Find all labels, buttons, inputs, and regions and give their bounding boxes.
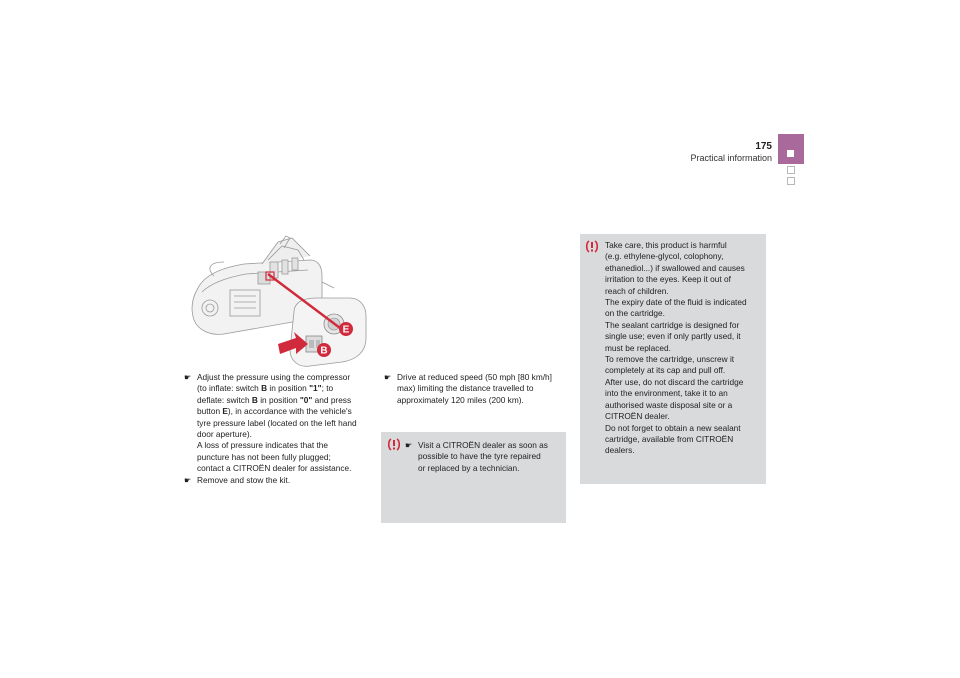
chapter-tab-marker bbox=[787, 150, 794, 157]
chapter-box-1 bbox=[787, 166, 795, 174]
warning-icon bbox=[586, 240, 598, 253]
warning-line: Visit a CITROËN dealer as soon as bbox=[418, 440, 548, 450]
warning-line: Take care, this product is harmful bbox=[605, 240, 727, 250]
label-e: E bbox=[342, 324, 350, 336]
warning-line: Do not forget to obtain a new sealant bbox=[605, 422, 741, 433]
page-number: 175 bbox=[755, 141, 772, 152]
label-b: B bbox=[320, 345, 328, 357]
bullet-arrow-icon: ☛ bbox=[184, 475, 192, 485]
warning-line: authorised waste disposal site or a bbox=[605, 399, 733, 410]
warning-line: The sealant cartridge is designed for bbox=[605, 319, 740, 330]
instruction-line: button E), in accordance with the vehicle's bbox=[197, 406, 352, 417]
instruction-line: Drive at reduced speed (50 mph [80 km/h] bbox=[397, 372, 552, 382]
warning-icon bbox=[388, 438, 400, 451]
instruction-line: Adjust the pressure using the compressor bbox=[197, 372, 351, 382]
instruction-line: puncture has not been fully plugged; bbox=[197, 451, 331, 462]
repair-kit-illustration bbox=[184, 232, 367, 372]
warning-line: completely at its cap and pull off. bbox=[605, 365, 726, 376]
chapter-box-2 bbox=[787, 177, 795, 185]
warning-line: irritation to the eyes. Keep it out of bbox=[605, 274, 731, 285]
middle-column bbox=[384, 372, 570, 406]
chapter-tab bbox=[778, 134, 804, 164]
warning-line: (e.g. ethylene-glycol, colophony, bbox=[605, 251, 724, 262]
warning-text-sealant bbox=[605, 240, 763, 457]
warning-line: ethanediol...) if swallowed and causes bbox=[605, 262, 745, 273]
left-column bbox=[184, 372, 370, 486]
warning-line: or replaced by a technician. bbox=[418, 462, 520, 473]
bullet-arrow-icon: ☛ bbox=[184, 373, 192, 382]
instruction-line: contact a CITROËN dealer for assistance. bbox=[197, 463, 352, 474]
instruction-line: tyre pressure label (located on the left hand bbox=[197, 417, 357, 428]
instruction-line: deflate: switch B in position "0" and press bbox=[197, 394, 352, 405]
warning-line: reach of children. bbox=[605, 285, 669, 296]
warning-item bbox=[405, 440, 563, 474]
instruction-adjust-pressure bbox=[184, 372, 370, 475]
warning-line: After use, do not discard the cartridge bbox=[605, 376, 744, 387]
instruction-line: approximately 120 miles (200 km). bbox=[397, 394, 524, 405]
warning-line: single use; even if only partly used, it bbox=[605, 331, 741, 342]
warning-line: dealers. bbox=[605, 445, 635, 456]
warning-line: must be replaced. bbox=[605, 342, 671, 353]
warning-line: CITROËN dealer. bbox=[605, 411, 670, 422]
instruction-line: door aperture). bbox=[197, 429, 252, 440]
section-title: Practical information bbox=[690, 153, 772, 163]
warning-line: To remove the cartridge, unscrew it bbox=[605, 354, 735, 365]
instruction-line: A loss of pressure indicates that the bbox=[197, 440, 328, 451]
bullet-arrow-icon: ☛ bbox=[384, 373, 392, 382]
bullet-arrow-icon: ☛ bbox=[405, 441, 413, 450]
instruction-line: max) limiting the distance travelled to bbox=[397, 383, 534, 394]
warning-line: The expiry date of the fluid is indicated bbox=[605, 297, 747, 308]
warning-line: possible to have the tyre repaired bbox=[418, 451, 541, 462]
warning-line: on the cartridge. bbox=[605, 308, 665, 319]
warning-line: into the environment, take it to an bbox=[605, 388, 728, 399]
warning-line: cartridge, available from CITROËN bbox=[605, 433, 734, 444]
instruction-stow-kit bbox=[184, 475, 370, 486]
instruction-line: (to inflate: switch B in position "1"; to bbox=[197, 383, 334, 394]
instruction-drive-reduced-speed bbox=[384, 372, 570, 406]
instruction-line: Remove and stow the kit. bbox=[197, 474, 291, 485]
warning-text-dealer bbox=[405, 440, 563, 474]
